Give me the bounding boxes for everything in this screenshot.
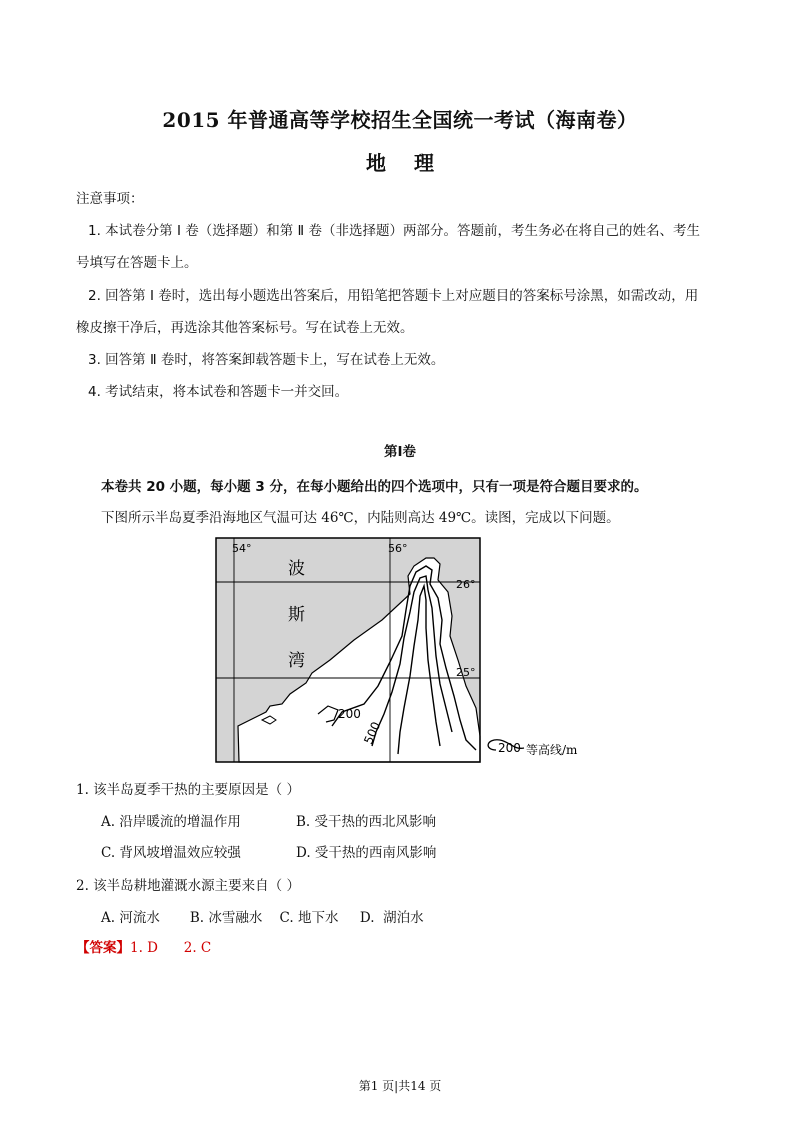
section-intro: 本卷共 20 小题，每小题 3 分，在每小题给出的四个选项中，只有一项是符合题目要求的。 — [101, 479, 648, 495]
notice-item-3: 3. 回答第 Ⅱ 卷时，将答案卸载答题卡上，写在试卷上无效。 — [88, 352, 445, 368]
exam-title: 2015 年普通高等学校招生全国统一考试（海南卷） — [162, 108, 638, 132]
notice-item-1-line-2: 号填写在答题卡上。 — [76, 255, 198, 271]
subject-char-1: 地 — [366, 151, 386, 175]
answer-tag: 【答案】 — [76, 940, 130, 956]
lat-label-25: 25° — [456, 666, 476, 679]
question-1-stem: 1. 该半岛夏季干热的主要原因是（ ） — [76, 782, 300, 798]
question-1-option-b: B. 受干热的西北风影响 — [296, 814, 437, 830]
question-1-option-d: D. 受干热的西南风影响 — [296, 845, 437, 861]
contour-label-500: 500 — [361, 719, 384, 747]
lat-label-26: 26° — [456, 578, 476, 591]
page-footer: 第1 页|共14 页 — [358, 1079, 442, 1093]
question-1-option-a: A. 沿岸暖流的增温作用 — [101, 814, 241, 830]
answer-line — [76, 938, 211, 958]
water-char-wan: 湾 — [288, 651, 305, 671]
notice-heading: 注意事项： — [76, 191, 144, 207]
answer-value: 1. D 2. C — [130, 940, 212, 956]
water-char-si: 斯 — [288, 605, 305, 625]
question-2-options: A. 河流水 B. 冰雪融水 C. 地下水 D. 湖泊水 — [101, 910, 424, 926]
notice-item-2-line-2: 橡皮擦干净后，再选涂其他答案标号。写在试卷上无效。 — [76, 320, 414, 336]
subject-char-2: 理 — [414, 151, 434, 175]
lon-label-56: 56° — [388, 542, 408, 555]
lon-label-54: 54° — [232, 542, 252, 555]
notice-item-4: 4. 考试结束，将本试卷和答题卡一并交回。 — [88, 384, 349, 400]
question-stem-context: 下图所示半岛夏季沿海地区气温可达 46℃，内陆则高达 49℃。读图，完成以下问题。 — [101, 510, 620, 526]
notice-item-2-line-1: 2. 回答第 Ⅰ 卷时，选出每小题选出答案后，用铅笔把答题卡上对应题目的答案标号涂黑，如需改动，用 — [88, 288, 699, 304]
water-char-bo: 波 — [288, 559, 305, 579]
legend-contour-value: 200 — [498, 741, 521, 755]
contour-label-200: 200 — [338, 707, 361, 721]
peninsula-contour-map — [214, 536, 614, 764]
question-2-stem: 2. 该半岛耕地灌溉水源主要来自（ ） — [76, 878, 300, 894]
legend-contour-text: 等高线/m — [526, 743, 578, 757]
section-heading: 第Ⅰ卷 — [383, 444, 417, 460]
question-1-option-c: C. 背风坡增温效应较强 — [101, 845, 241, 861]
notice-item-1-line-1: 1. 本试卷分第 Ⅰ 卷（选择题）和第 Ⅱ 卷（非选择题）两部分。答题前，考生务必在将自己的姓名、考生 — [88, 223, 700, 239]
subject-title — [0, 147, 800, 176]
